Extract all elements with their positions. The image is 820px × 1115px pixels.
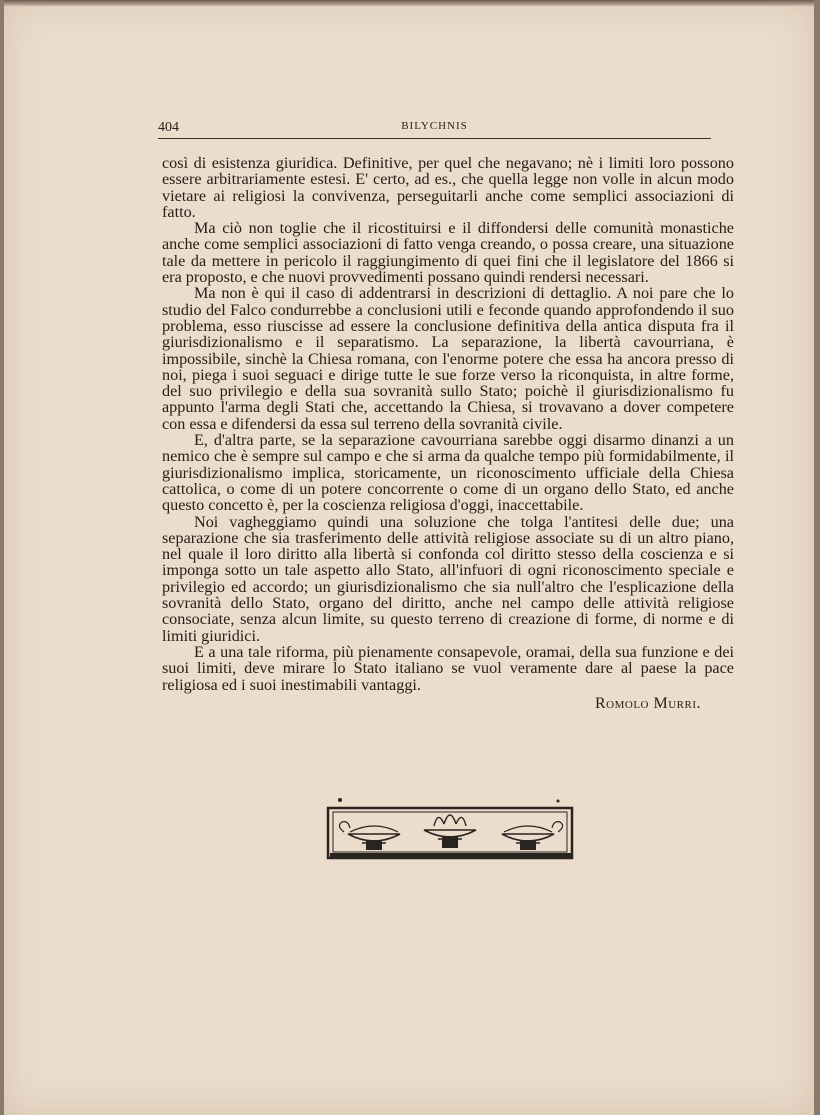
- paragraph: Ma ciò non toglie che il ricostituirsi e il diffondersi delle comunità monastiche anche come semplici associazioni di fatto venga creando, o possa creare, una situazione tale da mettere in pericolo il raggiungimento di quei fini che il legislatore del 1866 si era proposto, e che nuovi provvedimenti possano quindi rendersi necessari.: [162, 219, 734, 287]
- oil-lamps-ornament-icon: [326, 796, 576, 866]
- page-top-edge: [4, 0, 814, 6]
- page: [4, 0, 814, 1115]
- paragraph: così di esistenza giuridica. Definitive, per quel che negavano; nè i limiti loro possono essere arbitrariamente estesi. E' certo, ad es., che quella legge non volle in alcun modo vietare ai religiosi la convivenza, perseguitarli anche come semplici associazioni di fatto.: [162, 154, 734, 221]
- paragraph: Noi vagheggiamo quindi una soluzione che tolga l'antitesi delle due; una separazione che sia trasferimento delle attività religiose associate su di un altro piano, nel quale il loro diritto alla libertà si confonda col diritto stesso della coscienza e si imponga sotto un tale aspetto allo Stato, all'infuori di ogni riconoscimento speciale e privilegio ed accordo; un giurisdizionalismo che sia null'altro che l'esplicazione della sovranità dello Stato, organo del diritto, anche nel campo delle attività religiose consociate, senza alcun limite, su questo terreno di creazione di forme, di norme e di limiti giuridici.: [162, 512, 734, 645]
- article-body: [162, 155, 734, 712]
- paragraph: E, d'altra parte, se la separazione cavourriana sarebbe oggi disarmo dinanzi a un nemico che è sempre sul campo e che si arma da qualche tempo più formidabilmente, il giurisdizionalismo implica, storicamente, un riconoscimento ufficiale della Chiesa cattolica, o come di un potere concorrente o come di un organo dello Stato, ed anche questo concetto è, per la coscienza religiosa d'oggi, inaccettabile.: [162, 431, 734, 515]
- paragraph: Ma non è qui il caso di addentrarsi in descrizioni di dettaglio. A noi pare che lo studio del Falco condurrebbe a conclusioni utili e feconde quando approfondendo il suo problema, esso riuscisse ad essere la conclusione definitiva della antica disputa fra il giurisdizionalismo e il separatismo. La separazione, la libertà cavourriana, è impossibile, sinchè la Chiesa romana, con l'enorme potere che essa ha ancora presso di noi, piega i suoi seguaci e dirige tutte le sue forze verso la riconquista, in altre forme, del suo privilegio e della sua sovranità sullo Stato; poichè il giurisdizionalismo fu appunto l'arma degli Stati che, accettando la Chiesa, si trovavano a dover competere con essa e difendersi da essa sul terreno della sovranità civile.: [162, 284, 734, 433]
- author-signature: Romolo Murri.: [594, 694, 701, 712]
- page-number: 404: [158, 120, 179, 135]
- paragraph: E a una tale riforma, più pienamente consapevole, oramai, della sua funzione e dei suoi limiti, deve mirare lo Stato italiano se vuol veramente dare al paese la pace religiosa ed i suoi inestimabili vantaggi.: [162, 642, 734, 694]
- running-header: [158, 118, 711, 139]
- running-title: BILYCHNIS: [401, 120, 468, 132]
